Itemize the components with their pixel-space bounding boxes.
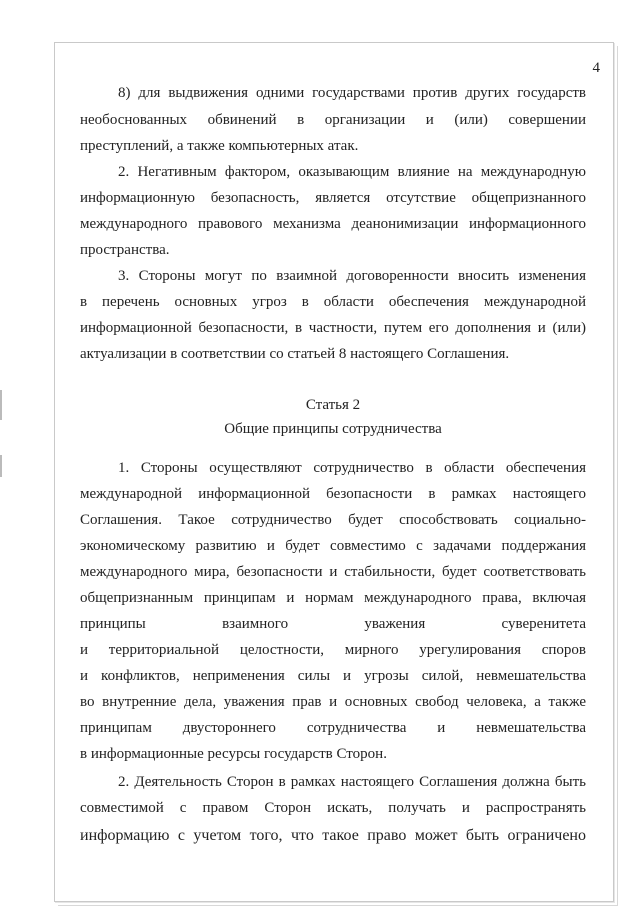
paragraph-line: Соглашения. Такое сотрудничество будет способствовать социально- [80, 512, 586, 528]
paragraph-line: 8) для выдвижения одними государствами против других государств [118, 85, 586, 101]
paragraph-line: 1. Стороны осуществляют сотрудничество в области обеспечения [118, 460, 586, 476]
margin-scan-mark [0, 455, 2, 477]
paragraph-line: во внутренние дела, уважения прав и основных свобод человека, а также [80, 694, 586, 710]
paragraph-line: информационную безопасность, является отсутствие общепризнанного [80, 190, 586, 206]
paragraph-line: необоснованных обвинений в организации и (или) совершении [80, 112, 586, 128]
margin-scan-mark [0, 390, 2, 420]
paragraph-line: пространства. [80, 242, 170, 258]
paragraph-line: 2. Негативным фактором, оказывающим влияние на международную [118, 164, 586, 180]
paragraph-line: информацию с учетом того, что такое право может быть ограничено [80, 827, 586, 844]
page-number: 4 [592, 60, 600, 76]
paragraph-line: принципы взаимного уважения суверенитета [80, 616, 586, 632]
paragraph-line: совместимой с правом Сторон искать, получать и распространять [80, 800, 586, 816]
paragraph-line: международного правового механизма деанонимизации информационного [80, 216, 586, 232]
paragraph-line: 3. Стороны могут по взаимной договоренности вносить изменения [118, 268, 586, 284]
paragraph-line: международного мира, безопасности и стабильности, будет соответствовать [80, 564, 586, 580]
article-number: Статья 2 [305, 397, 361, 413]
paragraph-line: преступлений, а также компьютерных атак. [80, 138, 359, 154]
paragraph-line: и территориальной целостности, мирного урегулирования споров [80, 642, 586, 658]
paragraph-line: в перечень основных угроз в области обеспечения международной [80, 294, 586, 310]
article-title: Общие принципы сотрудничества [224, 421, 442, 437]
paragraph-line: 2. Деятельность Сторон в рамках настоящего Соглашения должна быть [118, 774, 586, 790]
paragraph-line: и конфликтов, неприменения силы и угрозы силой, невмешательства [80, 668, 586, 684]
paragraph-line: актуализации в соответствии со статьей 8 настоящего Соглашения. [80, 346, 510, 362]
paragraph-line: общепризнанным принципам и нормам международного права, включая [80, 590, 586, 606]
paragraph-line: международной информационной безопасности в рамках настоящего [80, 486, 586, 502]
paragraph-line: в информационные ресурсы государств Сторон. [80, 746, 387, 762]
paragraph-line: экономическому развитию и будет совместимо с задачами поддержания [80, 538, 586, 554]
paragraph-line: принципам двустороннего сотрудничества и невмешательства [80, 720, 586, 736]
paragraph-line: информационной безопасности, в частности, путем его дополнения и (или) [80, 320, 586, 336]
